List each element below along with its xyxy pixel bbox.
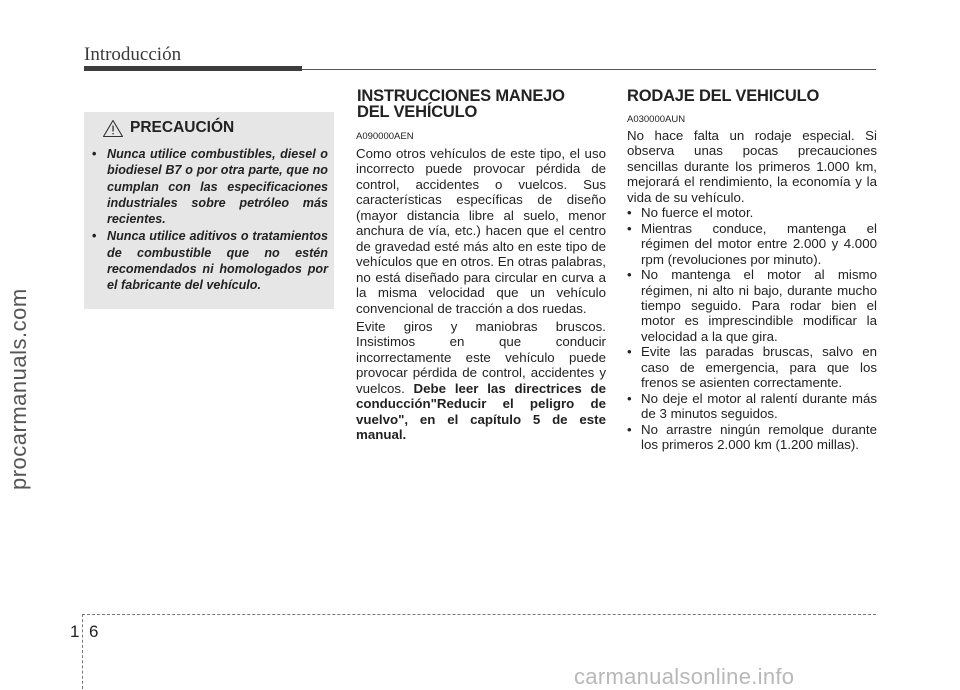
instructions-paragraph-1: Como otros vehículos de este tipo, el uso incorrecto puede provocar pérdida de control, accidentes o vuelcos. Sus características específicas de diseño (mayor distancia libre al suelo, menor anchura de vía, etc.) hacen que el centro de gravedad esté más alto en este tipo de vehículos que en otros. En otras palabras, no está diseñado para circular en curva a la misma velocidad que un vehículo convencional de tracción a dos ruedas. — [356, 146, 606, 316]
list-item: • No deje el motor al ralentí durante más de 3 minutos seguidos. — [627, 390, 877, 422]
list-item: • No fuerce el motor. — [627, 205, 754, 221]
rodaje-intro: No hace falta un rodaje especial. Si observa unas pocas precauciones sencillas durante los primeros 1.000 km, mejorará el rendimiento, la economía y la vida de su vehículo. — [627, 128, 877, 205]
page-header-title: Introducción — [84, 44, 182, 65]
footer-crop-mark — [82, 614, 83, 689]
caution-item: • Nunca utilice aditivos o tratamientos de combustible que no estén recomendados ni homologados por el fabricante del vehículo. — [92, 229, 328, 293]
list-item: • Mientras conduce, mantenga el régimen del motor entre 2.000 y 4.000 rpm (revoluciones por minuto). — [627, 220, 877, 267]
list-item: • No mantenga el motor al mismo régimen, ni alto ni bajo, durante mucho tiempo seguido. Para rodar bien el motor es imprescindible modificar la velocidad a la que gira. — [627, 267, 877, 344]
caution-header — [102, 118, 234, 138]
caution-box — [84, 112, 334, 309]
page-chapter-number: 1 — [70, 622, 80, 641]
caution-list — [92, 146, 328, 295]
list-item: • Evite las paradas bruscas, salvo en caso de emergencia, para que los frenos se asienten correctamente. — [627, 344, 877, 391]
caution-title: PRECAUCIÓN — [130, 119, 235, 136]
instructions-heading: INSTRUCCIONES MANEJO DEL VEHÍCULO — [357, 87, 565, 121]
instructions-body — [356, 146, 606, 443]
rodaje-list — [627, 205, 877, 452]
rodaje-body — [627, 128, 877, 453]
side-watermark: procarmanuals.com — [6, 288, 31, 490]
bottom-watermark: carmanualsonline.info — [574, 664, 795, 689]
header-rule-thin — [302, 69, 876, 70]
warning-triangle-icon — [102, 119, 124, 138]
page-number: 6 — [89, 622, 99, 641]
header-rule-thick — [84, 66, 302, 71]
list-item: • No arrastre ningún remolque durante los primeros 2.000 km (1.200 millas). — [627, 421, 877, 453]
footer-crop-line — [82, 614, 876, 615]
caution-item: • Nunca utilice combustibles, diesel o biodiesel B7 o por otra parte, que no cumplan con las especificaciones industriales sobre petróleo más recientes. — [92, 147, 328, 227]
rodaje-code: A030000AUN — [627, 114, 686, 125]
rodaje-heading: RODAJE DEL VEHICULO — [627, 87, 820, 105]
instructions-code: A090000AEN — [356, 131, 414, 142]
instructions-paragraph-2: Evite giros y maniobras bruscos. Insistimos en que conducir incorrectamente este vehículo puede provocar pérdida de control, accidentes y vuelcos. Debe leer las directrices de conducción"Reducir el peligro de vuelvo", en el capítulo 5 de este manual. — [356, 318, 607, 443]
